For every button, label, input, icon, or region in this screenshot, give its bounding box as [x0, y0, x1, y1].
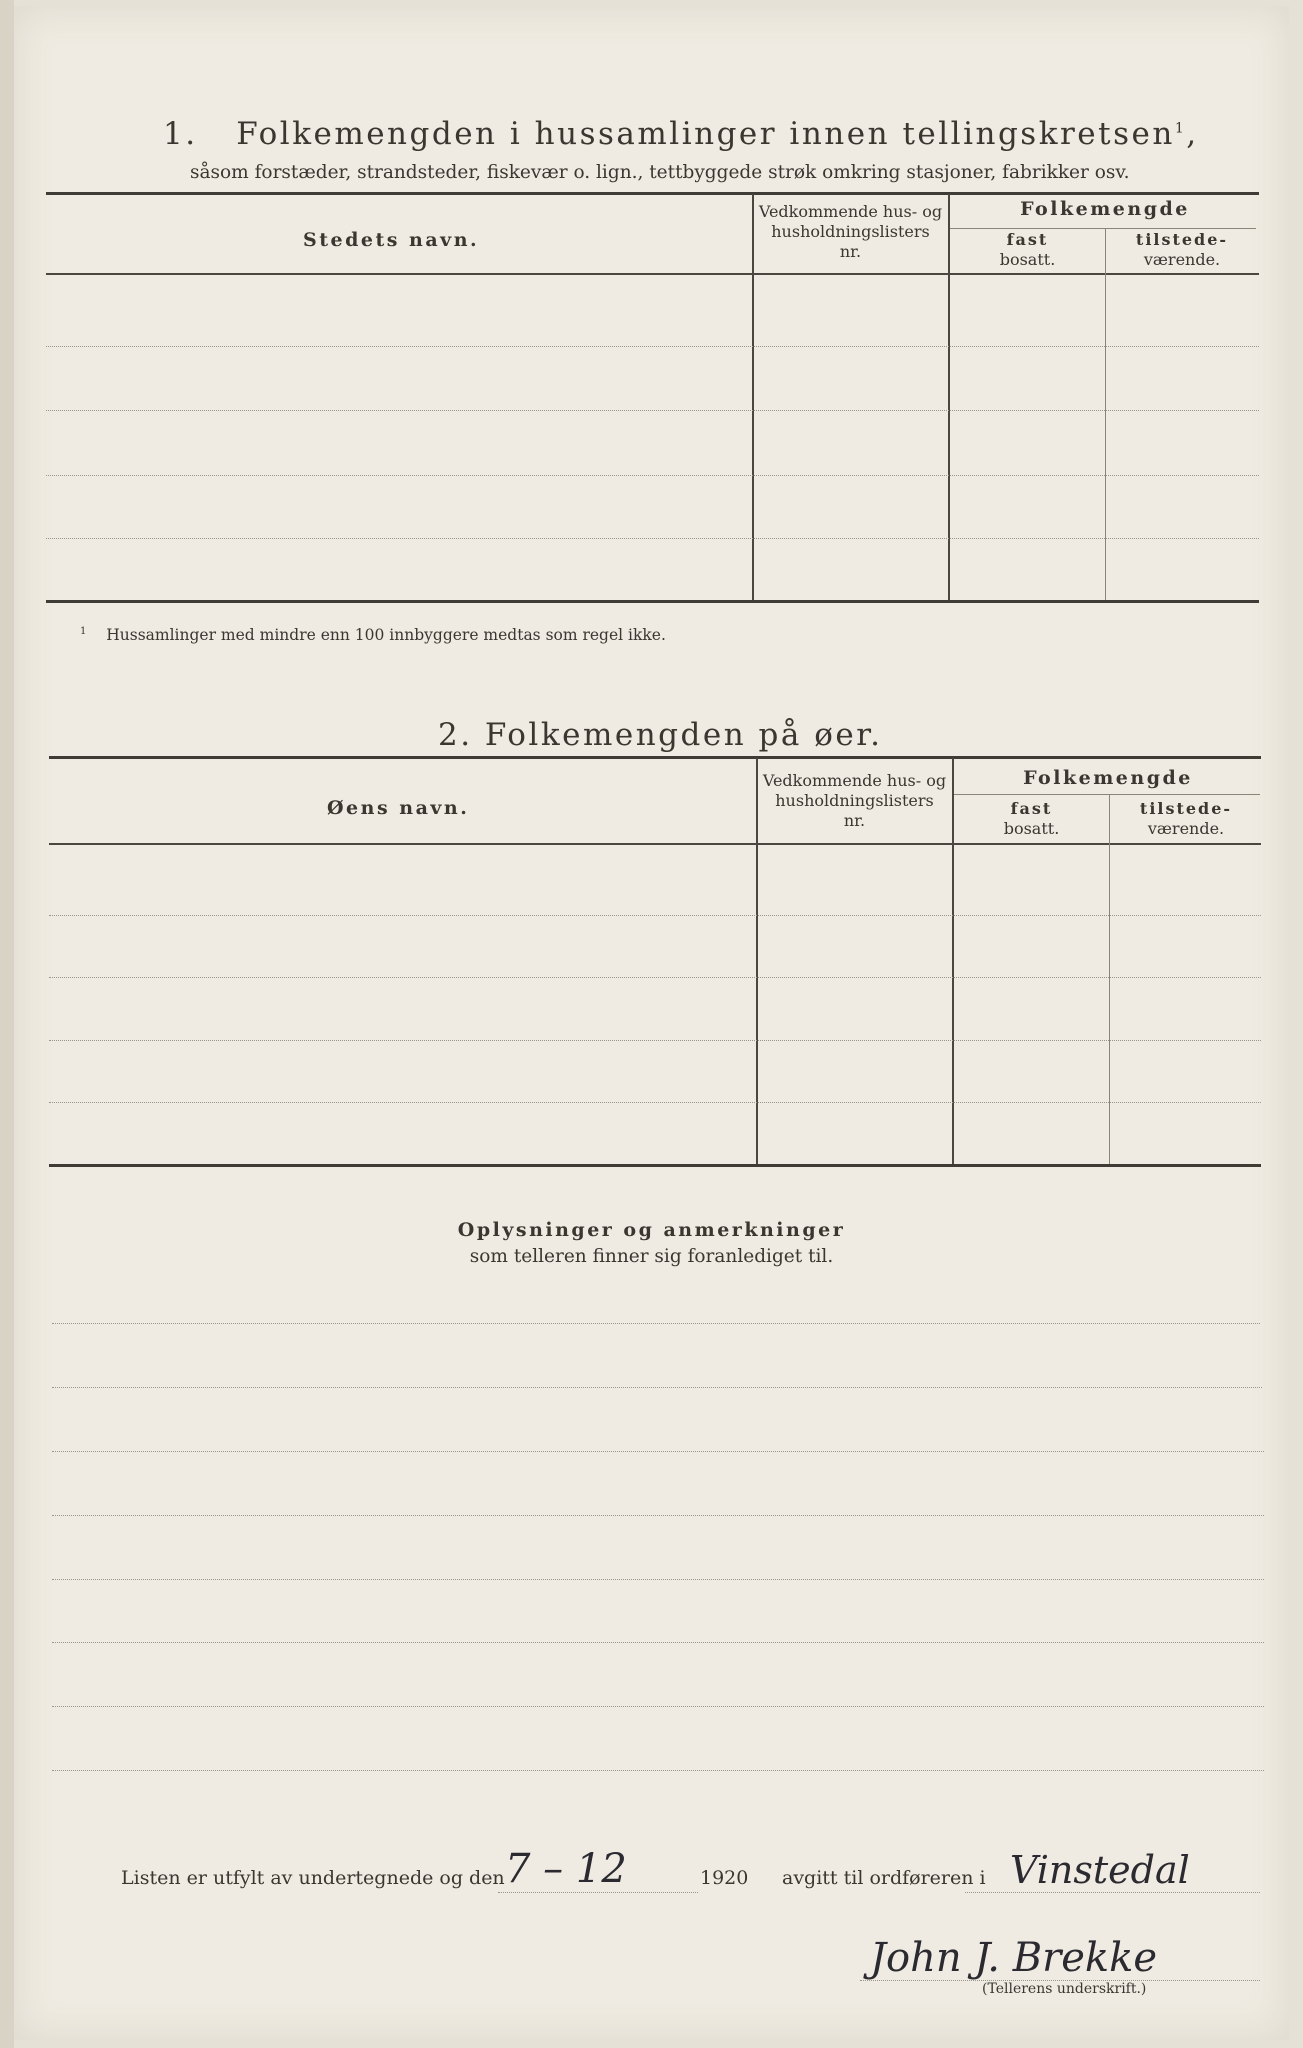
- remarks-subtitle: som telleren finner sig foranlediget til.: [469, 1246, 834, 1267]
- section2-header-rule: [49, 843, 1261, 845]
- remarks-line: [52, 1642, 1264, 1643]
- section1-subtitle: såsom forstæder, strandsteder, fiskevær o. lign., tettbyggede strøk omkring stasjoner, fabrikker osv.: [190, 162, 1130, 183]
- section2-row-line: [49, 915, 1261, 916]
- remarks-line: [52, 1706, 1264, 1707]
- footer-date-line: [498, 1892, 698, 1893]
- remarks-line: [52, 1770, 1264, 1771]
- section2-col-name: Øens navn.: [327, 797, 470, 819]
- section1-col-divider-1: [752, 194, 754, 600]
- section1-footnote: [80, 626, 666, 644]
- section1-col-name: Stedets navn.: [303, 229, 480, 251]
- census-form-page: [14, 6, 1289, 2040]
- section2-col-divider-2: [952, 758, 954, 1166]
- footnote-mark: 1: [80, 626, 87, 637]
- section2-col-tilstede: [1111, 799, 1261, 839]
- section1-number: 1.: [163, 116, 198, 152]
- section1-table-top-rule: [46, 192, 1259, 195]
- footer-municipality-line: [965, 1892, 1260, 1893]
- footer-text-a: Listen er utfylt av undertegnede og den: [121, 1867, 505, 1889]
- section1-row-line: [46, 475, 1259, 476]
- footer-year: 1920: [700, 1867, 749, 1889]
- section2-col-fast-line1: fast: [1010, 799, 1053, 818]
- footer-text-b: avgitt til ordføreren i: [782, 1867, 986, 1889]
- remarks-title: Oplysninger og anmerkninger: [457, 1219, 846, 1241]
- remarks-line: [52, 1579, 1264, 1580]
- footer-date-handwritten: 7 – 12: [505, 1846, 627, 1892]
- section1-col-list-line1: Vedkommende hus- og: [758, 202, 943, 221]
- section2-col-population: Folkemengde: [1023, 767, 1193, 789]
- section1-col-list-line3: nr.: [839, 242, 862, 261]
- section1-footnote-mark: 1: [1174, 120, 1187, 137]
- section1-row-line: [46, 346, 1259, 347]
- section1-row-line: [46, 538, 1259, 539]
- remarks-line: [52, 1515, 1264, 1516]
- section1-col-tilstede-line2: værende.: [1143, 250, 1221, 269]
- section1-col-list: [753, 202, 948, 262]
- page-edge: [0, 0, 14, 2048]
- section2-col-divider-1: [756, 758, 758, 1166]
- section2-row-line: [49, 977, 1261, 978]
- section1-col-divider-3: [1105, 229, 1106, 600]
- section1-col-population: Folkemengde: [1020, 198, 1190, 220]
- section1-footnote-text: Hussamlinger med mindre enn 100 innbyggere medtas som regel ikke.: [106, 626, 666, 645]
- section2-row-line: [49, 1040, 1261, 1041]
- section1-col-tilstede-line1: tilstede-: [1135, 230, 1229, 249]
- section2-table-bottom-rule: [49, 1164, 1261, 1167]
- section1-pop-subrule: [950, 228, 1256, 229]
- section1-col-divider-2: [948, 194, 950, 600]
- section1-table-bottom-rule: [46, 600, 1259, 603]
- section1-header-rule: [46, 273, 1259, 275]
- section2-row-line: [49, 1102, 1261, 1103]
- section1-col-fast: [950, 230, 1105, 270]
- section1-col-fast-line2: bosatt.: [999, 250, 1056, 269]
- section1-col-list-line2: husholdningslisters: [771, 222, 930, 241]
- section1-title: Folkemengden i hussamlinger innen tellingskretsen: [236, 116, 1175, 152]
- section1-heading: 1. Folkemengden i hussamlinger innen tellingskretsen$^1$,: [163, 116, 1199, 152]
- section2-col-list-line2: husholdningslisters: [775, 791, 934, 810]
- signature-handwritten: John J. Brekke: [870, 1935, 1158, 1981]
- section2-col-fast-line2: bosatt.: [1003, 819, 1060, 838]
- section2-col-tilstede-line1: tilstede-: [1139, 799, 1233, 818]
- remarks-line: [52, 1323, 1260, 1324]
- remarks-line: [52, 1451, 1264, 1452]
- section2-col-tilstede-line2: værende.: [1147, 819, 1225, 838]
- section2-col-divider-3: [1109, 795, 1110, 1166]
- section2-col-list: [757, 771, 952, 831]
- section2-pop-subrule: [954, 794, 1260, 795]
- remarks-line: [52, 1387, 1262, 1388]
- section1-row-line: [46, 410, 1259, 411]
- section2-col-list-line1: Vedkommende hus- og: [762, 771, 947, 790]
- signature-caption: (Tellerens underskrift.): [982, 1981, 1147, 1997]
- section1-col-tilstede: [1107, 230, 1257, 270]
- footer-municipality-handwritten: Vinstedal: [1010, 1848, 1190, 1892]
- section2-title: 2. Folkemengden på øer.: [438, 717, 883, 753]
- section2-table-top-rule: [49, 756, 1261, 759]
- section2-col-fast: [954, 799, 1109, 839]
- section2-col-list-line3: nr.: [843, 811, 866, 830]
- section1-col-fast-line1: fast: [1006, 230, 1049, 249]
